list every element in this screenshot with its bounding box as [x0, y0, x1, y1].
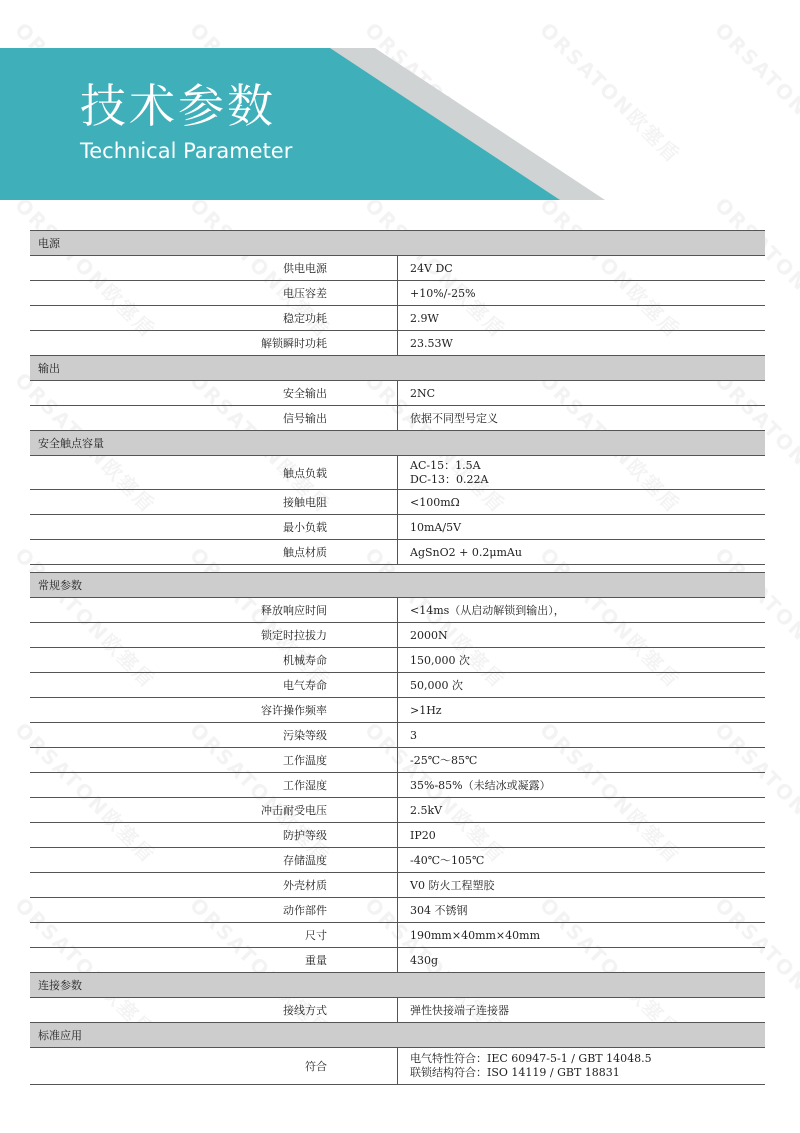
param-label: 释放响应时间	[30, 598, 398, 623]
param-value: 35%-85%（未结冰或凝露）	[398, 773, 766, 798]
table-row	[30, 648, 765, 673]
param-value: IP20	[398, 823, 766, 848]
table-row	[30, 540, 765, 565]
param-value-line: 联锁结构符合：ISO 14119 / GBT 18831	[410, 1066, 620, 1079]
table-row	[30, 406, 765, 431]
param-value: V0 防火工程塑胶	[398, 873, 766, 898]
param-label: 接触电阻	[30, 490, 398, 515]
param-label: 符合	[30, 1048, 398, 1085]
param-label: 机械寿命	[30, 648, 398, 673]
param-label: 最小负载	[30, 515, 398, 540]
table-row	[30, 823, 765, 848]
param-value: 2NC	[398, 381, 766, 406]
param-value: <14ms（从启动解锁到输出），	[398, 598, 766, 623]
section-header-connection	[30, 973, 765, 998]
table-row	[30, 256, 765, 281]
param-label: 外壳材质	[30, 873, 398, 898]
table-row	[30, 456, 765, 490]
param-value: <100mΩ	[398, 490, 766, 515]
param-label: 锁定时拉拔力	[30, 623, 398, 648]
param-value: AgSnO2 + 0.2μmAu	[398, 540, 766, 565]
param-value: +10%/-25%	[398, 281, 766, 306]
param-value	[398, 456, 766, 490]
param-label: 供电电源	[30, 256, 398, 281]
param-label: 稳定功耗	[30, 306, 398, 331]
param-label: 安全输出	[30, 381, 398, 406]
param-value-line: 电气特性符合：IEC 60947-5-1 / GBT 14048.5	[410, 1052, 652, 1065]
param-value: 弹性快接端子连接器	[398, 998, 766, 1023]
param-value: 23.53W	[398, 331, 766, 356]
param-value: -25℃～85℃	[398, 748, 766, 773]
param-label: 冲击耐受电压	[30, 798, 398, 823]
section-title: 标准应用	[30, 1023, 765, 1048]
page-subtitle: Technical Parameter	[80, 139, 293, 163]
table-row	[30, 948, 765, 973]
param-value: 150,000 次	[398, 648, 766, 673]
table-row	[30, 598, 765, 623]
param-value: 3	[398, 723, 766, 748]
spec-table	[30, 230, 765, 1085]
param-value-line: DC-13：0.22A	[410, 472, 489, 486]
param-label: 动作部件	[30, 898, 398, 923]
param-label: 存储温度	[30, 848, 398, 873]
param-label: 防护等级	[30, 823, 398, 848]
param-value: 190mm×40mm×40mm	[398, 923, 766, 948]
section-header-contact-capacity	[30, 431, 765, 456]
table-row	[30, 998, 765, 1023]
param-label: 电气寿命	[30, 673, 398, 698]
param-label: 触点材质	[30, 540, 398, 565]
table-row	[30, 873, 765, 898]
param-value: 304 不锈钢	[398, 898, 766, 923]
param-label: 污染等级	[30, 723, 398, 748]
table-row	[30, 748, 765, 773]
param-value: 50,000 次	[398, 673, 766, 698]
table-spacer-row	[30, 565, 765, 573]
param-value: 2000N	[398, 623, 766, 648]
section-title: 电源	[30, 231, 765, 256]
param-label: 信号输出	[30, 406, 398, 431]
param-label: 解锁瞬时功耗	[30, 331, 398, 356]
param-label: 触点负载	[30, 456, 398, 490]
table-row	[30, 306, 765, 331]
param-value: 430g	[398, 948, 766, 973]
table-row	[30, 923, 765, 948]
param-value: 24V DC	[398, 256, 766, 281]
param-label: 容许操作频率	[30, 698, 398, 723]
param-label: 电压容差	[30, 281, 398, 306]
param-value: 2.9W	[398, 306, 766, 331]
table-row	[30, 723, 765, 748]
table-row	[30, 848, 765, 873]
table-row	[30, 773, 765, 798]
section-title: 连接参数	[30, 973, 765, 998]
table-row	[30, 490, 765, 515]
table-row	[30, 331, 765, 356]
param-label: 尺寸	[30, 923, 398, 948]
section-title: 安全触点容量	[30, 431, 765, 456]
section-header-general	[30, 573, 765, 598]
table-row	[30, 1048, 765, 1085]
section-header-power	[30, 231, 765, 256]
param-value: -40℃～105℃	[398, 848, 766, 873]
section-header-output	[30, 356, 765, 381]
table-row	[30, 698, 765, 723]
param-value-line: AC-15：1.5A	[410, 458, 481, 472]
table-row	[30, 673, 765, 698]
param-label: 工作温度	[30, 748, 398, 773]
table-row	[30, 515, 765, 540]
table-row	[30, 281, 765, 306]
table-row	[30, 898, 765, 923]
section-title: 常规参数	[30, 573, 765, 598]
table-row	[30, 623, 765, 648]
table-row	[30, 381, 765, 406]
param-value: 依据不同型号定义	[398, 406, 766, 431]
param-value: 10mA/5V	[398, 515, 766, 540]
table-row	[30, 798, 765, 823]
param-label: 工作湿度	[30, 773, 398, 798]
header-banner	[0, 0, 800, 200]
section-title: 输出	[30, 356, 765, 381]
param-label: 接线方式	[30, 998, 398, 1023]
section-header-standards	[30, 1023, 765, 1048]
page-title: 技术参数	[80, 79, 276, 133]
param-label: 重量	[30, 948, 398, 973]
table-spacer	[30, 565, 765, 573]
param-value	[398, 1048, 766, 1085]
param-value: 2.5kV	[398, 798, 766, 823]
param-value: >1Hz	[398, 698, 766, 723]
